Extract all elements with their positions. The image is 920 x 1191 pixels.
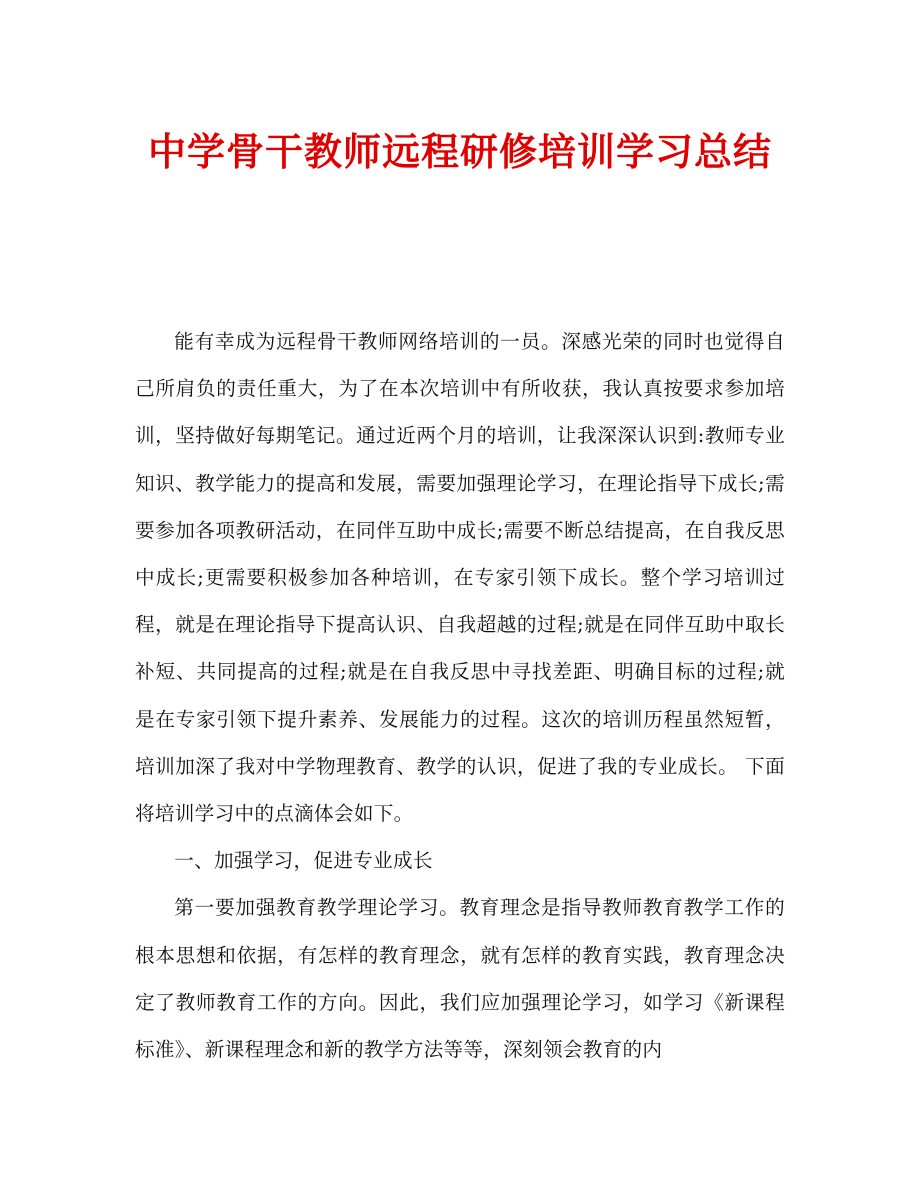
section-heading-1: 一、加强学习，促进专业成长 [174,849,433,873]
document-body [135,318,785,1073]
paragraph-intro: 能有幸成为远程骨干教师网络培训的一员。深感光荣的同时也觉得自己所肩负的责任重大，为了在本次培训中有所收获，我认真按要求参加培训，坚持做好每期笔记。通过近两个月的培训，让我深深认识到:教师专业知识、教学能力的提高和发展，需要加强理论学习，在理论指导下成长;需要参加各项教研活动，在同伴互助中成长;需要不断总结提高，在自我反思中成长;更需要积极参加各种培训，在专家引领下成长。整个学习培训过程，就是在理论指导下提高认识、自我超越的过程;就是在同伴互助中取长补短、共同提高的过程;就是在自我反思中寻找差距、明确目标的过程;就是在专家引领下提升素养、发展能力的过程。这次的培训历程虽然短暂，培训加深了我对中学物理教育、教学的认识，促进了我的专业成长。 下面将培训学习中的点滴体会如下。 [135,330,785,826]
paragraph-section-1: 第一要加强教育教学理论学习。教育理念是指导教师教育教学工作的根本思想和依据，有怎样的教育理念，就有怎样的教育实践，教育理念决定了教师教育工作的方向。因此，我们应加强理论学习，如学习《新课程标准》、新课程理念和新的教学方法等等，深刻领会教育的内 [135,896,785,1062]
document-title: 中学骨干教师远程研修培训学习总结 [147,129,772,174]
